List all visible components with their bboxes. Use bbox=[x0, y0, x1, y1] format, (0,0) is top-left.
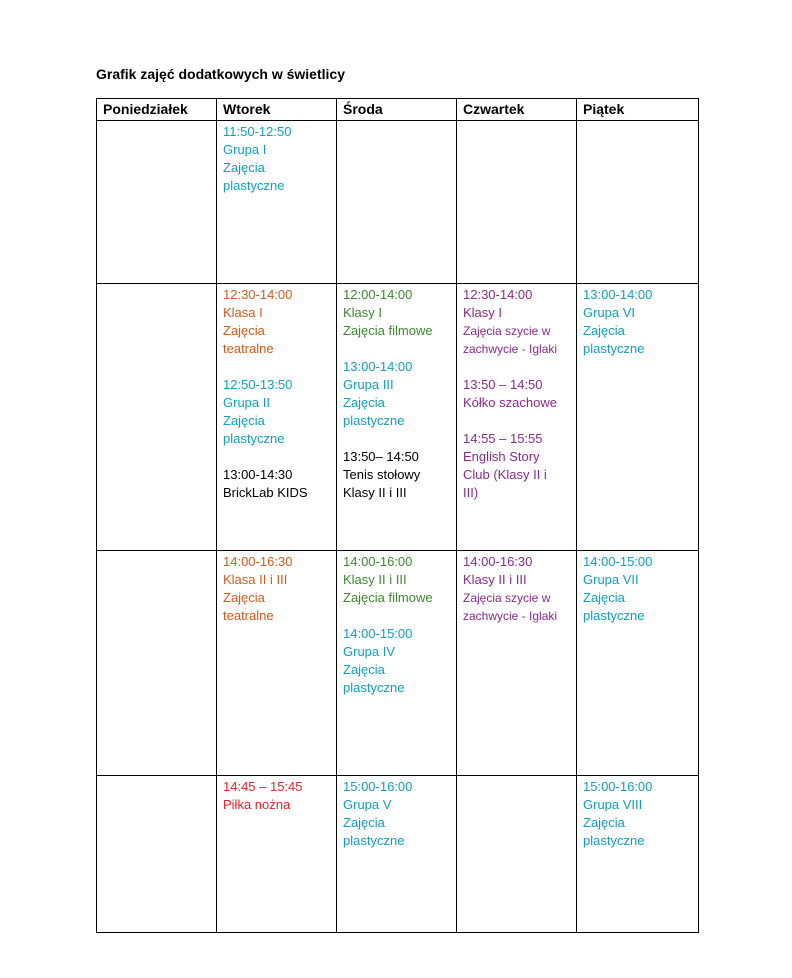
header-wednesday: Środa bbox=[337, 99, 457, 121]
activity-time: 14:00-16:00 bbox=[343, 554, 413, 569]
activity-entry bbox=[223, 376, 330, 448]
activity-entry bbox=[343, 553, 450, 607]
cell-monday bbox=[97, 551, 217, 776]
cell-tuesday bbox=[217, 776, 337, 933]
activity-time: 14:55 – 15:55 bbox=[463, 431, 543, 446]
activity-time: 13:00-14:00 bbox=[583, 287, 653, 302]
activity-time: 12:30-14:00 bbox=[463, 287, 533, 302]
activity-line: Klasy II i III bbox=[343, 572, 407, 587]
activity-line: Zajęcia bbox=[223, 323, 265, 338]
activity-line: teatralne bbox=[223, 608, 274, 623]
activity-time: 13:50 – 14:50 bbox=[463, 377, 543, 392]
activity-line: Zajęcia bbox=[343, 815, 385, 830]
activity-entry bbox=[463, 553, 570, 625]
activity-line: Zajęcia bbox=[583, 590, 625, 605]
activity-entry bbox=[583, 778, 692, 850]
activity-line: English Story bbox=[463, 449, 540, 464]
header-row bbox=[97, 99, 699, 121]
cell-friday bbox=[577, 776, 699, 933]
activity-line: Klasy I bbox=[343, 305, 383, 320]
activity-entry bbox=[223, 778, 330, 814]
activity-time: 14:00-15:00 bbox=[583, 554, 653, 569]
activity-entry bbox=[343, 448, 450, 502]
activity-line: Klasy I bbox=[463, 305, 503, 320]
table-row bbox=[97, 121, 699, 284]
table-row bbox=[97, 551, 699, 776]
cell-thursday bbox=[457, 121, 577, 284]
activity-time: 15:00-16:00 bbox=[343, 779, 413, 794]
activity-time: 12:30-14:00 bbox=[223, 287, 293, 302]
activity-line: zachwycie - Iglaki bbox=[463, 342, 558, 356]
activity-line: plastyczne bbox=[223, 431, 285, 446]
cell-monday bbox=[97, 284, 217, 551]
activity-time: 14:00-16:30 bbox=[463, 554, 533, 569]
activity-line: plastyczne bbox=[583, 608, 645, 623]
activity-line: Piłka nożna bbox=[223, 797, 291, 812]
activity-line: teatralne bbox=[223, 341, 274, 356]
cell-wednesday bbox=[337, 121, 457, 284]
cell-thursday bbox=[457, 776, 577, 933]
cell-thursday bbox=[457, 284, 577, 551]
activity-line: Zajęcia filmowe bbox=[343, 323, 433, 338]
table-row bbox=[97, 776, 699, 933]
activity-line: Klasy II i III bbox=[343, 485, 407, 500]
cell-thursday bbox=[457, 551, 577, 776]
activity-time: 13:00-14:00 bbox=[343, 359, 413, 374]
activity-line: BrickLab KIDS bbox=[223, 485, 308, 500]
activity-entry bbox=[463, 430, 570, 502]
header-monday: Poniedziałek bbox=[97, 99, 217, 121]
activity-line: plastyczne bbox=[223, 178, 285, 193]
activity-line: III) bbox=[463, 485, 479, 500]
activity-line: Grupa VII bbox=[583, 572, 639, 587]
activity-line: Tenis stołowy bbox=[343, 467, 421, 482]
activity-entry bbox=[343, 778, 450, 850]
activity-line: plastyczne bbox=[343, 833, 405, 848]
activity-line: Zajęcia bbox=[343, 395, 385, 410]
activity-entry bbox=[343, 625, 450, 697]
activity-line: Club (Klasy II i bbox=[463, 467, 547, 482]
activity-time: 12:00-14:00 bbox=[343, 287, 413, 302]
activity-line: Zajęcia bbox=[223, 590, 265, 605]
activity-line: plastyczne bbox=[583, 341, 645, 356]
activity-line: zachwycie - Iglaki bbox=[463, 609, 558, 623]
cell-monday bbox=[97, 776, 217, 933]
cell-wednesday bbox=[337, 551, 457, 776]
activity-line: Grupa III bbox=[343, 377, 394, 392]
activity-line: Kółko szachowe bbox=[463, 395, 557, 410]
activity-line: Klasa II i III bbox=[223, 572, 288, 587]
activity-entry bbox=[463, 376, 570, 412]
cell-friday bbox=[577, 284, 699, 551]
activity-line: Klasa I bbox=[223, 305, 263, 320]
page-title: Grafik zajęć dodatkowych w świetlicy bbox=[96, 66, 345, 82]
cell-tuesday bbox=[217, 551, 337, 776]
activity-entry bbox=[343, 358, 450, 430]
cell-friday bbox=[577, 121, 699, 284]
activity-entry bbox=[223, 123, 330, 195]
schedule-table bbox=[96, 98, 699, 933]
activity-line: Grupa IV bbox=[343, 644, 396, 659]
activity-entry bbox=[583, 553, 692, 625]
activity-time: 14:00-15:00 bbox=[343, 626, 413, 641]
activity-line: Zajęcia filmowe bbox=[343, 590, 433, 605]
activity-entry bbox=[463, 286, 570, 358]
cell-wednesday bbox=[337, 284, 457, 551]
activity-time: 13:00-14:30 bbox=[223, 467, 293, 482]
activity-line: Zajęcia bbox=[223, 160, 265, 175]
activity-line: Zajęcia bbox=[583, 815, 625, 830]
cell-wednesday bbox=[337, 776, 457, 933]
activity-line: Zajęcia bbox=[223, 413, 265, 428]
header-thursday: Czwartek bbox=[457, 99, 577, 121]
cell-tuesday bbox=[217, 121, 337, 284]
cell-monday bbox=[97, 121, 217, 284]
cell-tuesday bbox=[217, 284, 337, 551]
activity-line: Grupa V bbox=[343, 797, 392, 812]
activity-line: Zajęcia szycie w bbox=[463, 591, 551, 605]
activity-line: Grupa I bbox=[223, 142, 267, 157]
activity-line: Grupa II bbox=[223, 395, 270, 410]
activity-entry bbox=[223, 466, 330, 502]
activity-line: Zajęcia szycie w bbox=[463, 324, 551, 338]
activity-time: 14:45 – 15:45 bbox=[223, 779, 303, 794]
activity-entry bbox=[343, 286, 450, 340]
table-row bbox=[97, 284, 699, 551]
activity-line: plastyczne bbox=[583, 833, 645, 848]
activity-time: 11:50-12:50 bbox=[223, 124, 292, 139]
header-friday: Piątek bbox=[577, 99, 699, 121]
activity-line: Zajęcia bbox=[343, 662, 385, 677]
activity-entry bbox=[223, 286, 330, 358]
activity-time: 15:00-16:00 bbox=[583, 779, 653, 794]
activity-entry bbox=[223, 553, 330, 625]
activity-line: plastyczne bbox=[343, 413, 405, 428]
activity-line: plastyczne bbox=[343, 680, 405, 695]
header-tuesday: Wtorek bbox=[217, 99, 337, 121]
activity-line: Zajęcia bbox=[583, 323, 625, 338]
activity-line: Grupa VI bbox=[583, 305, 636, 320]
activity-entry bbox=[583, 286, 692, 358]
activity-time: 14:00-16:30 bbox=[223, 554, 293, 569]
activity-time: 12:50-13:50 bbox=[223, 377, 293, 392]
activity-line: Klasy II i III bbox=[463, 572, 527, 587]
activity-line: Grupa VIII bbox=[583, 797, 643, 812]
cell-friday bbox=[577, 551, 699, 776]
activity-time: 13:50– 14:50 bbox=[343, 449, 419, 464]
